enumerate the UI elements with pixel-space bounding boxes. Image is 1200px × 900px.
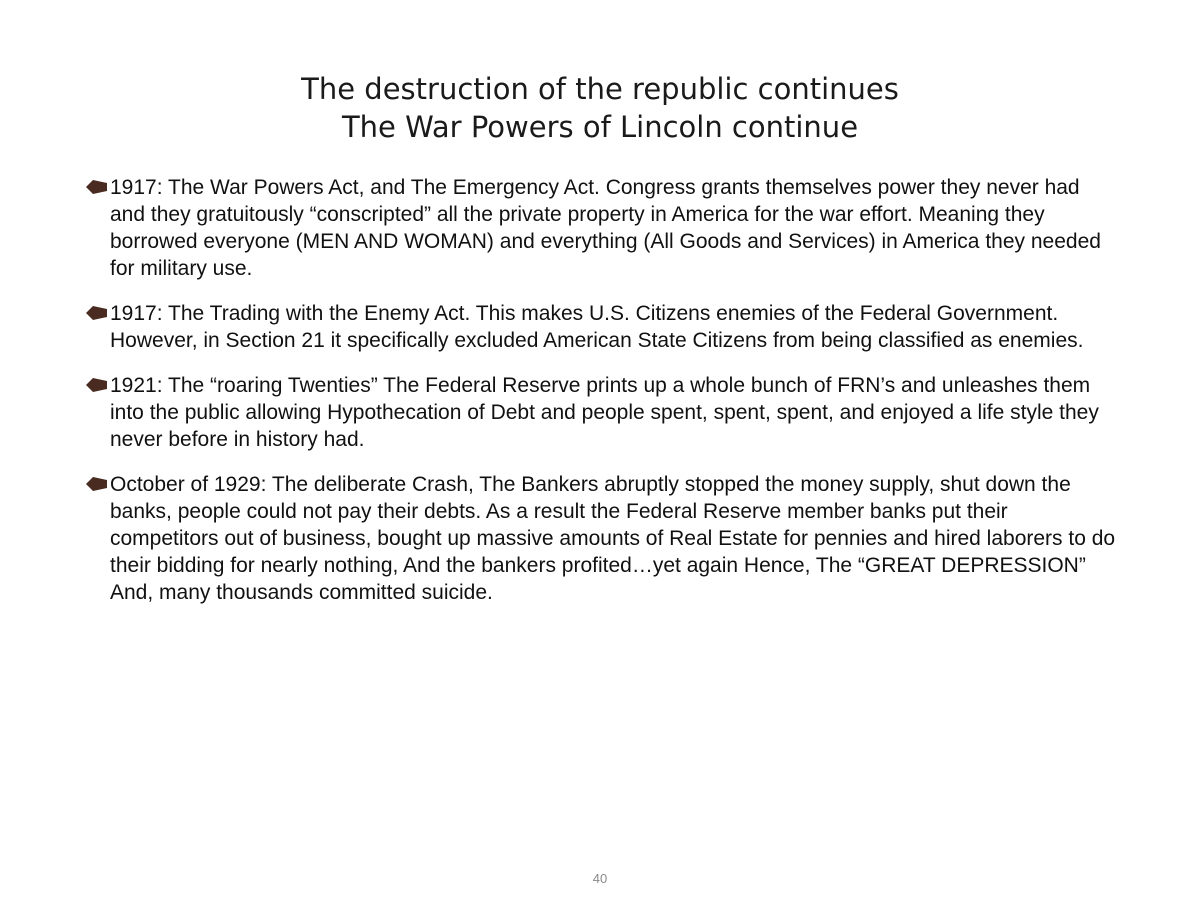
bullet-text: October of 1929: The deliberate Crash, The Bankers abruptly stopped the money supply, shut down the banks, people could not pay their debts. As a result the Federal Reserve member banks put their competitors out of business, bought up massive amounts of Real Estate for pennies and hired laborers to do their bidding for nearly nothing, And the bankers profited…yet again Hence, The “GREAT DEPRESSION” And, many thousands committed suicide. [110, 473, 1116, 604]
diamond-arrow-icon [86, 378, 108, 392]
bullet-text: 1917: The War Powers Act, and The Emergency Act. Congress grants themselves power they never had and they gratuitously “conscripted” all the private property in America for the war effort. Meaning they borrowed everyone (MEN AND WOMAN) and everything (All Goods and Services) in America they needed for military use. [110, 176, 1101, 280]
bullet-item [86, 471, 1116, 606]
bullet-text: 1917: The Trading with the Enemy Act. This makes U.S. Citizens enemies of the Federal Government. However, in Section 21 it specifically excluded American State Citizens from being classified as enemies. [110, 302, 1084, 352]
bullet-item [86, 372, 1116, 453]
slide-title [0, 70, 1200, 146]
diamond-arrow-icon [86, 180, 108, 194]
diamond-arrow-icon [86, 306, 108, 320]
title-line-1: The destruction of the republic continues [301, 72, 899, 106]
bullet-item [86, 300, 1116, 354]
title-line-2: The War Powers of Lincoln continue [341, 110, 859, 144]
diamond-arrow-icon [86, 477, 108, 491]
page-number: 40 [592, 871, 608, 886]
bullet-item [86, 174, 1116, 282]
bullet-text: 1921: The “roaring Twenties” The Federal Reserve prints up a whole bunch of FRN’s and unleashes them into the public allowing Hypothecation of Debt and people spent, spent, spent, and enjoyed a life style they never before in history had. [110, 374, 1099, 451]
bullet-list [86, 174, 1116, 624]
